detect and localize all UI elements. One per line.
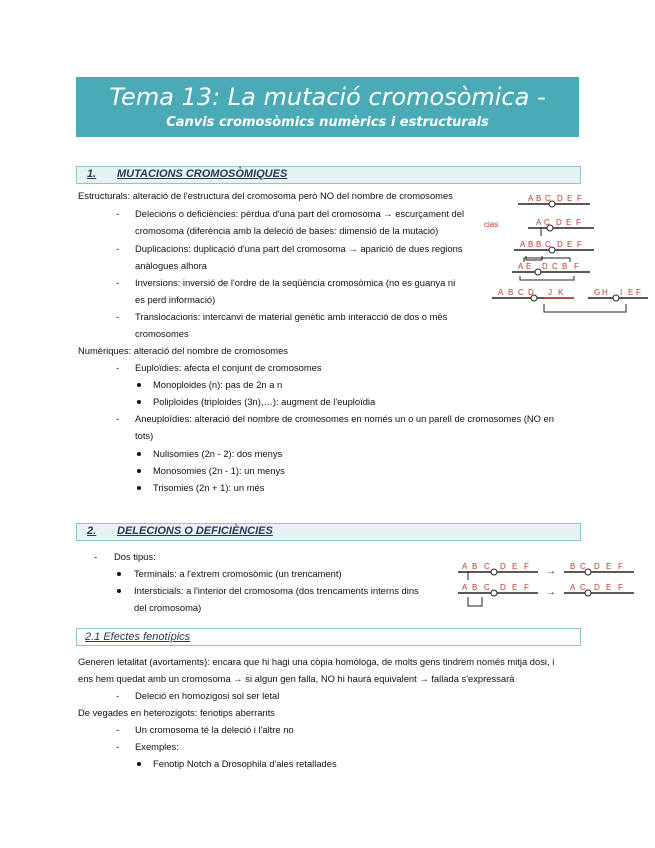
dash: - bbox=[94, 551, 98, 562]
letter: B bbox=[472, 583, 478, 592]
section-1-number: 1. bbox=[87, 168, 97, 180]
line-intersticials-cont: del cromosoma) bbox=[134, 602, 202, 613]
letter: B bbox=[536, 240, 542, 249]
letter: B bbox=[508, 288, 514, 297]
line-delecions-cont: cromosoma (diferència amb la deleció de bases: dimensió de la mutació) bbox=[135, 225, 439, 236]
bullet bbox=[117, 589, 121, 593]
line-aneuploidies-cont: tots) bbox=[135, 430, 154, 441]
bullet bbox=[137, 469, 141, 473]
normal-chromosome bbox=[518, 194, 590, 207]
letter: B bbox=[528, 240, 534, 249]
letter: C bbox=[545, 194, 551, 203]
letter: H bbox=[602, 288, 608, 297]
line-translocacions-cont: cromosomes bbox=[135, 328, 189, 339]
letter: C bbox=[544, 218, 550, 227]
bullet bbox=[137, 486, 141, 490]
letter: C bbox=[580, 583, 586, 592]
arrow-icon: → bbox=[546, 566, 556, 577]
line-nulisomies: Nulisomies (2n - 2): dos menys bbox=[153, 448, 283, 459]
letter: E bbox=[566, 218, 572, 227]
letter: E bbox=[606, 562, 612, 571]
line-intersticials: Intersticials: a l'interior del cromosoma (dos trencaments interns dins bbox=[134, 585, 419, 596]
line-numeriques: Numèriques: alteració del nombre de cromosomes bbox=[78, 345, 288, 356]
line-euploidies: Euploïdies: afecta el conjunt de cromosomes bbox=[135, 362, 322, 373]
arrow-icon: → bbox=[546, 587, 556, 598]
letter: E bbox=[512, 562, 518, 571]
page-subtitle: Canvis cromosòmics numèrics i estructurals bbox=[166, 115, 489, 130]
line-poliploides: Poliploides (triploides (3n),…): augment de l'euploïdia bbox=[153, 396, 376, 407]
duplication-chromosome bbox=[514, 240, 594, 260]
line-aneuploidies: Aneuploïdies: alteració del nombre de cromosomes en només un o un parell de cromosomes (NO en bbox=[135, 413, 554, 424]
letter: F bbox=[577, 240, 582, 249]
terminal-result bbox=[564, 562, 634, 575]
line-duplicacions-cont: anàlogues alhora bbox=[135, 260, 207, 271]
letter: E bbox=[512, 583, 518, 592]
letter: A bbox=[498, 288, 504, 297]
dash: - bbox=[116, 277, 120, 288]
letter: D bbox=[500, 583, 506, 592]
line-notch: Fenotip Notch a Drosophila d'ales retallades bbox=[153, 758, 337, 769]
dash: - bbox=[116, 208, 120, 219]
letter: F bbox=[574, 262, 579, 271]
bullet bbox=[137, 762, 141, 766]
line-exemples: Exemples: bbox=[135, 741, 179, 752]
line-delecio-homozigosi: Deleció en homozigosi sol ser letal bbox=[135, 690, 280, 701]
letter: E bbox=[567, 240, 573, 249]
figure-label-fragment: cias bbox=[484, 220, 499, 229]
bullet bbox=[137, 383, 141, 387]
letter: K bbox=[558, 288, 564, 297]
line-trisomies: Trisomies (2n + 1): un més bbox=[153, 482, 265, 493]
inversion-chromosome bbox=[512, 258, 590, 280]
section-2-number: 2. bbox=[87, 525, 97, 537]
letter: B bbox=[562, 262, 568, 271]
letter: I bbox=[620, 288, 623, 297]
letter: A bbox=[462, 562, 468, 571]
line-terminals: Terminals: a l'extrem cromosòmic (un trencament) bbox=[134, 568, 342, 579]
letter: B bbox=[536, 194, 542, 203]
interstitial-original bbox=[458, 583, 538, 606]
letter: F bbox=[524, 583, 529, 592]
line-delecions: Delecions o deficiències: pèrdua d'una part del cromosoma → escurçament del bbox=[135, 208, 465, 219]
dash: - bbox=[116, 311, 120, 322]
line-inversions-cont: es perd informació) bbox=[135, 294, 216, 305]
letter: C bbox=[484, 583, 490, 592]
line-heterozigots: De vegades en heterozigots: fenotips aberrants bbox=[78, 707, 275, 718]
line-monosomies: Monosomies (2n - 1): un menys bbox=[153, 465, 285, 476]
dash: - bbox=[116, 724, 120, 735]
letter: F bbox=[576, 218, 581, 227]
line-un-cromosoma: Un cromosoma té la deleció i l'altre no bbox=[135, 724, 294, 735]
section-2-1-header bbox=[76, 628, 581, 646]
dash: - bbox=[116, 243, 120, 254]
letter: A bbox=[536, 218, 542, 227]
letter: D bbox=[556, 218, 562, 227]
letter: A bbox=[528, 194, 534, 203]
line-monoploides: Monoploides (n): pas de 2n a n bbox=[153, 379, 283, 390]
letter: D bbox=[594, 583, 600, 592]
letter: F bbox=[618, 562, 623, 571]
line-generen-cont: ens hem quedat amb un cromosoma → si algun gen falla, NO hi haurà equivalent → fallada s'expressarà bbox=[78, 673, 515, 684]
letter: F bbox=[524, 562, 529, 571]
letter: D bbox=[542, 262, 548, 271]
letter: C bbox=[518, 288, 524, 297]
letter: B bbox=[472, 562, 478, 571]
dash: - bbox=[116, 741, 120, 752]
chromosome-mutations-figure bbox=[490, 188, 650, 318]
letter: G bbox=[594, 288, 601, 297]
terminal-original bbox=[458, 562, 538, 580]
letter: F bbox=[577, 194, 582, 203]
letter: C bbox=[552, 262, 558, 271]
letter: A bbox=[518, 262, 524, 271]
letter: D bbox=[500, 562, 506, 571]
translocation-chromosomes bbox=[492, 288, 648, 312]
deletion-types-figure bbox=[450, 556, 640, 614]
section-2-title: DELECIONS O DEFICIÈNCIES bbox=[117, 525, 273, 537]
letter: A bbox=[570, 583, 576, 592]
title-banner bbox=[76, 77, 579, 137]
page-title: Tema 13: La mutació cromosòmica - bbox=[109, 83, 546, 111]
line-estructurals: Estructurals: alteració de l'estructura del cromosoma però NO del nombre de cromosomes bbox=[78, 190, 453, 201]
line-inversions: Inversions: inversió de l'ordre de la seqüència cromosòmica (no es guanya ni bbox=[135, 277, 456, 288]
letter: C bbox=[545, 240, 551, 249]
letter: F bbox=[636, 288, 641, 297]
letter: D bbox=[528, 288, 534, 297]
interstitial-result bbox=[564, 583, 634, 596]
dash: - bbox=[116, 413, 120, 424]
section-2-1-title: 2.1 Efectes fenotípics bbox=[85, 631, 191, 643]
letter: A bbox=[462, 583, 468, 592]
bullet bbox=[117, 572, 121, 576]
section-1-header bbox=[76, 166, 581, 184]
dash: - bbox=[116, 362, 120, 373]
line-dos-tipus: Dos tipus: bbox=[114, 551, 156, 562]
letter: D bbox=[594, 562, 600, 571]
letter: B bbox=[570, 562, 576, 571]
line-duplicacions: Duplicacions: duplicació d'una part del cromosoma → aparició de dues regions bbox=[135, 243, 463, 254]
line-translocacions: Translocacions: intercanvi de material genètic amb interacció de dos o més bbox=[135, 311, 448, 322]
letter: C bbox=[484, 562, 490, 571]
letter: D bbox=[557, 194, 563, 203]
dash: - bbox=[116, 690, 120, 701]
bullet bbox=[137, 400, 141, 404]
bullet bbox=[137, 452, 141, 456]
letter: J bbox=[548, 288, 552, 297]
letter: E bbox=[567, 194, 573, 203]
letter: D bbox=[557, 240, 563, 249]
line-generen: Generen letalitat (avortaments): encara que hi hagi una còpia homòloga, de molts gens tindrem només mitja dosi, i bbox=[78, 656, 555, 667]
deletion-chromosome bbox=[528, 218, 594, 236]
letter: C bbox=[580, 562, 586, 571]
letter: A bbox=[520, 240, 526, 249]
letter: E bbox=[606, 583, 612, 592]
letter: E bbox=[628, 288, 634, 297]
letter: F bbox=[618, 583, 623, 592]
section-2-header bbox=[76, 523, 581, 541]
letter: E bbox=[526, 262, 532, 271]
section-1-title: MUTACIONS CROMOSÒMIQUES bbox=[117, 168, 288, 180]
